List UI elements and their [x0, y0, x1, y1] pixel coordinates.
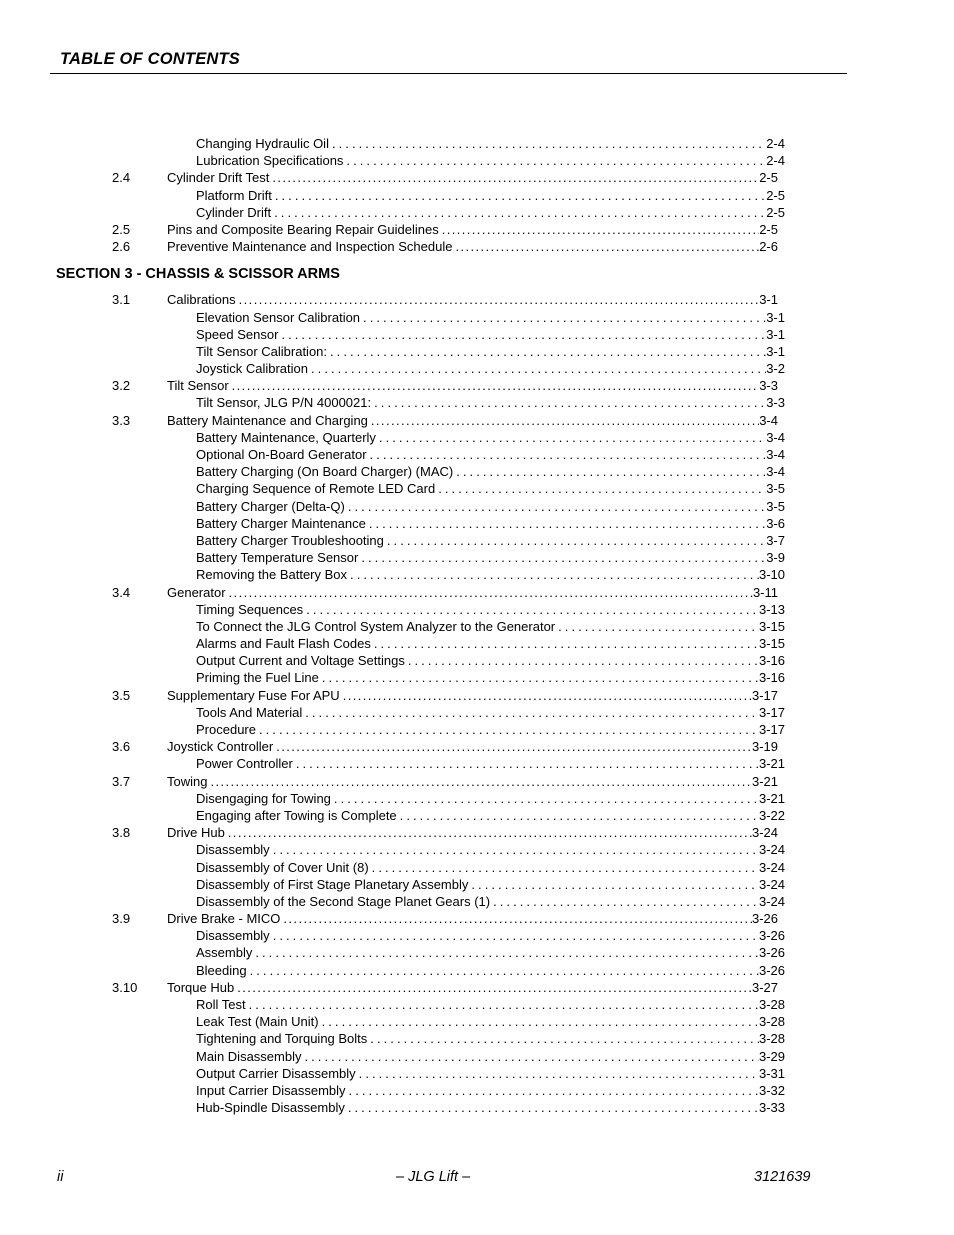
- toc-entry[interactable]: [0, 738, 954, 755]
- toc-entry-page: 3-6: [766, 515, 785, 531]
- toc-entry-page: 3-19: [751, 739, 778, 755]
- toc-entry-title: Removing the Battery Box: [196, 567, 348, 583]
- toc-entry-title: Disassembly of First Stage Planetary Assembly: [196, 876, 469, 892]
- toc-entry-body: [196, 566, 785, 583]
- dot-leader: [435, 480, 766, 497]
- toc-entry[interactable]: [0, 412, 954, 429]
- footer-publisher: – JLG Lift –: [396, 1169, 471, 1185]
- toc-entry[interactable]: [0, 773, 954, 790]
- dot-leader: [207, 773, 752, 790]
- toc-entry[interactable]: [0, 204, 954, 221]
- toc-entry-page: 3-11: [752, 584, 778, 600]
- toc-entry-body: [196, 704, 785, 721]
- dot-leader: [371, 635, 759, 652]
- toc-entry[interactable]: [0, 584, 954, 601]
- toc-entry-page: 3-28: [758, 997, 785, 1012]
- toc-entry-body: [196, 1099, 785, 1116]
- toc-entry-page: 3-15: [758, 618, 785, 634]
- dot-leader: [468, 876, 759, 893]
- toc-entry-body: [196, 1048, 785, 1065]
- toc-entry-title: Tightening and Torquing Bolts: [196, 1031, 368, 1047]
- toc-entry-title: Battery Temperature Sensor: [196, 550, 359, 566]
- dot-leader: [303, 601, 759, 618]
- toc-entry-body: [196, 876, 785, 893]
- toc-entry-body: [196, 326, 785, 343]
- toc-entry-body: [167, 773, 778, 790]
- toc-entry-page: 3-22: [758, 807, 785, 823]
- toc-entry-title: Battery Charging (On Board Charger) (MAC): [196, 464, 454, 480]
- toc-entry-page: 3-4: [766, 429, 785, 445]
- dot-leader: [270, 927, 759, 944]
- toc-entry[interactable]: [0, 669, 954, 686]
- toc-entry-title: Drive Brake - MICO: [167, 911, 281, 927]
- toc-entry-body: [196, 721, 785, 738]
- toc-entry-number: 3.1: [112, 292, 131, 308]
- toc-entry-page: 3-5: [766, 498, 785, 514]
- toc-entry[interactable]: [0, 463, 954, 480]
- table-of-contents: [0, 135, 954, 1116]
- toc-entry-body: [196, 187, 785, 204]
- toc-entry-body: [196, 841, 785, 858]
- toc-entry-body: [167, 910, 778, 927]
- toc-entry[interactable]: [0, 927, 954, 944]
- toc-entry-number: 3.6: [112, 739, 131, 755]
- toc-entry-page: 3-24: [758, 842, 785, 858]
- toc-entry[interactable]: [0, 893, 954, 910]
- toc-entry-page: 3-24: [751, 825, 778, 841]
- toc-entry-page: 3-4: [766, 464, 785, 480]
- dot-leader: [246, 996, 759, 1013]
- dot-leader: [252, 944, 759, 961]
- toc-entry-title: Assembly: [196, 945, 253, 961]
- toc-entry-number: 2.4: [112, 170, 131, 186]
- toc-entry-title: Platform Drift: [196, 187, 272, 203]
- dot-leader: [273, 738, 752, 755]
- toc-entry-title: Alarms and Fault Flash Codes: [196, 636, 371, 652]
- dot-leader: [271, 204, 766, 221]
- dot-leader: [366, 515, 766, 532]
- toc-entry-page: 3-31: [758, 1065, 785, 1081]
- toc-entry-title: Joystick Calibration: [196, 361, 308, 377]
- toc-entry-body: [167, 584, 778, 601]
- toc-entry-page: 3-3: [766, 395, 785, 411]
- toc-entry-page: 3-1: [759, 292, 778, 308]
- toc-entry[interactable]: [0, 326, 954, 343]
- toc-entry-page: 2-5: [766, 204, 785, 220]
- dot-leader: [327, 343, 766, 360]
- toc-entry-body: [196, 549, 785, 566]
- section-heading: [0, 255, 954, 291]
- toc-entry-page: 3-26: [758, 928, 785, 944]
- toc-entry-page: 3-16: [758, 653, 785, 669]
- dot-leader: [360, 309, 766, 326]
- toc-entry-title: Battery Maintenance and Charging: [167, 412, 368, 428]
- toc-entry-page: 3-2: [766, 361, 785, 377]
- toc-entry-body: [196, 1065, 785, 1082]
- toc-entry-body: [167, 412, 778, 429]
- toc-entry-page: 3-17: [751, 687, 778, 703]
- toc-entry-page: 3-24: [758, 876, 785, 892]
- toc-entry-body: [196, 944, 785, 961]
- toc-entry-body: [196, 204, 785, 221]
- toc-entry-title: Disassembly of Cover Unit (8): [196, 859, 369, 875]
- toc-entry-body: [196, 1030, 785, 1047]
- toc-entry-page: 3-7: [766, 532, 785, 548]
- dot-leader: [229, 377, 760, 394]
- toc-entry-title: Tools And Material: [196, 704, 303, 720]
- toc-entry[interactable]: [0, 962, 954, 979]
- dot-leader: [272, 187, 766, 204]
- toc-entry-body: [167, 377, 778, 394]
- toc-entry-page: 3-1: [766, 309, 785, 325]
- footer-page-number: ii: [57, 1169, 64, 1185]
- toc-entry-body: [196, 652, 785, 669]
- toc-entry[interactable]: [0, 807, 954, 824]
- toc-entry[interactable]: [0, 790, 954, 807]
- toc-entry[interactable]: [0, 480, 954, 497]
- toc-entry-body: [167, 687, 778, 704]
- toc-entry-title: Bleeding: [196, 962, 247, 978]
- toc-entry[interactable]: [0, 394, 954, 411]
- toc-entry-title: Disassembly: [196, 928, 270, 944]
- dot-leader: [269, 169, 759, 186]
- toc-entry-title: Input Carrier Disassembly: [196, 1082, 346, 1098]
- dot-leader: [555, 618, 759, 635]
- dot-leader: [345, 498, 766, 515]
- dot-leader: [405, 652, 759, 669]
- toc-entry-title: Supplementary Fuse For APU: [167, 687, 340, 703]
- toc-entry-title: Disassembly of the Second Stage Planet Gears (1): [196, 893, 491, 909]
- toc-entry-title: Output Current and Voltage Settings: [196, 653, 405, 669]
- toc-entry-title: Priming the Fuel Line: [196, 670, 319, 686]
- toc-entry-body: [196, 962, 785, 979]
- toc-entry-body: [196, 135, 785, 152]
- toc-entry-title: Hub-Spindle Disassembly: [196, 1100, 345, 1116]
- toc-entry-body: [196, 515, 785, 532]
- toc-entry-number: 3.2: [112, 378, 131, 394]
- toc-entry-page: 2-4: [766, 136, 785, 151]
- toc-group-section-2: [0, 135, 954, 255]
- toc-entry-title: Lubrication Specifications: [196, 153, 344, 169]
- toc-entry-title: Drive Hub: [167, 825, 225, 841]
- toc-entry-page: 3-21: [758, 790, 785, 806]
- toc-entry-body: [196, 755, 785, 772]
- toc-entry-body: [196, 669, 785, 686]
- toc-entry-title: Battery Maintenance, Quarterly: [196, 429, 376, 445]
- toc-entry-page: 2-4: [766, 153, 785, 169]
- dot-leader: [345, 1099, 759, 1116]
- toc-entry[interactable]: [0, 498, 954, 515]
- toc-entry-title: Battery Charger Maintenance: [196, 515, 366, 531]
- toc-entry-number: 2.6: [112, 239, 131, 255]
- dot-leader: [234, 979, 752, 996]
- toc-entry-body: [196, 635, 785, 652]
- toc-entry[interactable]: [0, 1099, 954, 1116]
- toc-entry[interactable]: [0, 824, 954, 841]
- toc-entry-page: 3-15: [758, 636, 785, 652]
- dot-leader: [347, 566, 759, 583]
- dot-leader: [225, 824, 752, 841]
- toc-entry-number: 3.8: [112, 825, 131, 841]
- toc-entry[interactable]: [0, 238, 954, 255]
- toc-entry-body: [196, 394, 785, 411]
- toc-entry-page: 3-10: [758, 567, 785, 583]
- toc-entry[interactable]: [0, 618, 954, 635]
- dot-leader: [371, 394, 766, 411]
- toc-entry-page: 3-32: [758, 1082, 785, 1098]
- toc-entry[interactable]: [0, 704, 954, 721]
- toc-entry[interactable]: [0, 996, 954, 1013]
- toc-entry[interactable]: [0, 221, 954, 238]
- toc-entry[interactable]: [0, 291, 954, 308]
- toc-entry[interactable]: [0, 1065, 954, 1082]
- toc-entry-page: 3-26: [758, 945, 785, 961]
- toc-entry-body: [167, 824, 778, 841]
- toc-entry-number: 3.5: [112, 687, 131, 703]
- toc-entry-body: [196, 1013, 785, 1030]
- toc-entry[interactable]: [0, 601, 954, 618]
- toc-entry-page: 3-29: [758, 1048, 785, 1064]
- toc-entry-body: [196, 996, 785, 1013]
- header-divider: [50, 73, 847, 74]
- toc-entry-title: Power Controller: [196, 756, 293, 772]
- toc-entry-page: 3-21: [751, 773, 778, 789]
- toc-entry-number: 3.7: [112, 773, 131, 789]
- toc-group-section-3: [0, 291, 954, 1116]
- toc-entry-page: 3-24: [758, 893, 785, 909]
- toc-entry-body: [196, 1082, 785, 1099]
- dot-leader: [356, 1065, 759, 1082]
- toc-entry-page: 3-17: [758, 704, 785, 720]
- dot-leader: [280, 910, 752, 927]
- toc-entry-title: To Connect the JLG Control System Analyzer to the Generator: [196, 618, 556, 634]
- toc-entry-title: Torque Hub: [167, 979, 235, 995]
- toc-entry-body: [196, 498, 785, 515]
- page-header-title: TABLE OF CONTENTS: [60, 50, 241, 68]
- toc-entry-page: 3-5: [766, 481, 785, 497]
- toc-entry-body: [196, 360, 785, 377]
- toc-entry-body: [196, 893, 785, 910]
- toc-entry[interactable]: [0, 1082, 954, 1099]
- dot-leader: [397, 807, 759, 824]
- toc-entry-number: 3.10: [112, 979, 138, 995]
- toc-entry[interactable]: [0, 515, 954, 532]
- toc-entry-body: [167, 221, 778, 238]
- toc-entry[interactable]: [0, 755, 954, 772]
- toc-entry[interactable]: [0, 944, 954, 961]
- dot-leader: [278, 326, 766, 343]
- toc-entry-body: [196, 152, 785, 169]
- toc-entry[interactable]: [0, 152, 954, 169]
- dot-leader: [226, 584, 753, 601]
- toc-entry-title: Procedure: [196, 722, 256, 737]
- dot-leader: [369, 859, 759, 876]
- toc-entry-number: 3.4: [112, 584, 131, 600]
- toc-entry[interactable]: [0, 859, 954, 876]
- toc-entry-body: [167, 738, 778, 755]
- toc-entry[interactable]: [0, 876, 954, 893]
- toc-entry-title: Tilt Sensor, JLG P/N 4000021:: [196, 395, 372, 411]
- dot-leader: [346, 1082, 759, 1099]
- toc-entry-body: [167, 291, 778, 308]
- toc-entry[interactable]: [0, 309, 954, 326]
- toc-entry-title: Generator: [167, 584, 226, 600]
- toc-entry-page: 3-21: [758, 756, 785, 772]
- dot-leader: [308, 360, 766, 377]
- dot-leader: [319, 669, 759, 686]
- toc-entry-page: 3-33: [758, 1100, 785, 1116]
- toc-entry[interactable]: [0, 721, 954, 738]
- toc-entry-page: 3-13: [758, 601, 785, 617]
- toc-entry-title: Cylinder Drift: [196, 204, 272, 220]
- dot-leader: [236, 291, 760, 308]
- toc-entry-title: Preventive Maintenance and Inspection Schedule: [167, 239, 453, 255]
- toc-entry-title: Speed Sensor: [196, 326, 279, 342]
- toc-entry-title: Timing Sequences: [196, 601, 304, 617]
- toc-entry-title: Optional On-Board Generator: [196, 447, 367, 462]
- toc-entry-body: [196, 480, 785, 497]
- dot-leader: [319, 1013, 759, 1030]
- toc-entry-page: 3-26: [758, 962, 785, 978]
- dot-leader: [358, 549, 766, 566]
- toc-entry-body: [196, 446, 785, 463]
- toc-entry-page: 3-28: [758, 1014, 785, 1030]
- toc-entry[interactable]: [0, 687, 954, 704]
- toc-entry[interactable]: [0, 360, 954, 377]
- dot-leader: [340, 687, 752, 704]
- toc-entry-title: Elevation Sensor Calibration: [196, 309, 361, 325]
- toc-entry-body: [196, 927, 785, 944]
- toc-entry-title: Towing: [167, 773, 208, 789]
- toc-entry[interactable]: [0, 635, 954, 652]
- dot-leader: [367, 446, 767, 463]
- dot-leader: [301, 1048, 758, 1065]
- dot-leader: [293, 755, 759, 772]
- toc-entry-title: Battery Charger Troubleshooting: [196, 532, 384, 548]
- toc-entry-body: [196, 601, 785, 618]
- toc-entry[interactable]: [0, 1013, 954, 1030]
- toc-entry-page: 3-28: [758, 1031, 785, 1047]
- toc-entry[interactable]: [0, 910, 954, 927]
- toc-entry-body: [196, 807, 785, 824]
- toc-entry-page: 3-4: [766, 447, 785, 462]
- toc-entry-page: 3-26: [751, 911, 778, 927]
- toc-entry-page: 3-17: [758, 722, 785, 737]
- toc-entry-body: [167, 979, 778, 996]
- dot-leader: [256, 721, 759, 738]
- dot-leader: [329, 135, 766, 152]
- toc-entry-body: [196, 309, 785, 326]
- page-footer: [0, 1169, 954, 1187]
- toc-entry-body: [196, 429, 785, 446]
- toc-entry-page: 3-16: [758, 670, 785, 686]
- toc-entry[interactable]: [0, 1030, 954, 1047]
- toc-entry[interactable]: [0, 566, 954, 583]
- toc-entry-page: 3-1: [766, 343, 785, 359]
- dot-leader: [490, 893, 759, 910]
- toc-entry[interactable]: [0, 652, 954, 669]
- toc-entry-page: 3-3: [759, 378, 778, 394]
- dot-leader: [302, 704, 759, 721]
- toc-entry-number: 2.5: [112, 221, 131, 237]
- dot-leader: [331, 790, 759, 807]
- toc-entry-title: Tilt Sensor: [167, 378, 229, 394]
- toc-entry-page: 3-24: [758, 859, 785, 875]
- dot-leader: [439, 221, 759, 238]
- dot-leader: [343, 152, 766, 169]
- toc-entry-title: Disengaging for Towing: [196, 790, 331, 806]
- dot-leader: [452, 238, 759, 255]
- dot-leader: [247, 962, 759, 979]
- toc-entry-body: [167, 238, 778, 255]
- toc-entry-title: Tilt Sensor Calibration:: [196, 343, 328, 359]
- toc-entry-page: 2-5: [759, 170, 778, 186]
- toc-entry-title: Cylinder Drift Test: [167, 170, 270, 186]
- toc-entry[interactable]: [0, 979, 954, 996]
- toc-entry[interactable]: [0, 841, 954, 858]
- dot-leader: [270, 841, 759, 858]
- toc-entry-number: 3.3: [112, 412, 131, 428]
- toc-entry-body: [196, 463, 785, 480]
- toc-entry[interactable]: [0, 135, 954, 152]
- toc-entry[interactable]: [0, 377, 954, 394]
- toc-entry-page: 2-5: [766, 187, 785, 203]
- dot-leader: [376, 429, 766, 446]
- footer-document-number: 3121639: [754, 1169, 811, 1185]
- toc-entry-page: 3-9: [766, 550, 785, 566]
- toc-entry-title: Changing Hydraulic Oil: [196, 136, 329, 151]
- toc-entry-page: 3-1: [766, 326, 785, 342]
- dot-leader: [368, 412, 759, 429]
- toc-entry[interactable]: [0, 549, 954, 566]
- toc-entry-title: Main Disassembly: [196, 1048, 302, 1064]
- toc-entry-title: Output Carrier Disassembly: [196, 1065, 356, 1081]
- toc-entry-title: Battery Charger (Delta-Q): [196, 498, 345, 514]
- toc-entry-title: Calibrations: [167, 292, 236, 308]
- toc-entry-title: Engaging after Towing is Complete: [196, 807, 397, 823]
- toc-entry-body: [196, 343, 785, 360]
- toc-entry[interactable]: [0, 169, 954, 186]
- toc-entry-body: [196, 859, 785, 876]
- dot-leader: [384, 532, 766, 549]
- toc-entry-body: [196, 790, 785, 807]
- toc-entry-title: Leak Test (Main Unit): [196, 1014, 319, 1030]
- dot-leader: [367, 1030, 759, 1047]
- toc-entry-page: 2-6: [759, 239, 778, 255]
- toc-entry[interactable]: [0, 446, 954, 463]
- toc-entry-number: 3.9: [112, 911, 131, 927]
- toc-entry-body: [196, 618, 785, 635]
- toc-entry-page: 3-27: [751, 979, 778, 995]
- toc-entry[interactable]: [0, 532, 954, 549]
- toc-entry-title: Disassembly: [196, 842, 270, 858]
- toc-entry-page: 2-5: [759, 221, 778, 237]
- toc-entry-title: Roll Test: [196, 997, 246, 1012]
- toc-entry[interactable]: [0, 187, 954, 204]
- toc-entry-title: Joystick Controller: [167, 739, 274, 755]
- dot-leader: [453, 463, 766, 480]
- toc-entry[interactable]: [0, 429, 954, 446]
- toc-entry[interactable]: [0, 343, 954, 360]
- toc-entry-title: Charging Sequence of Remote LED Card: [196, 481, 436, 497]
- toc-entry[interactable]: [0, 1048, 954, 1065]
- toc-entry-page: 3-4: [759, 412, 778, 428]
- toc-entry-title: Pins and Composite Bearing Repair Guidelines: [167, 221, 439, 237]
- section-heading-text: SECTION 3 - CHASSIS & SCISSOR ARMS: [56, 266, 340, 283]
- toc-entry-body: [196, 532, 785, 549]
- toc-entry-body: [167, 169, 778, 186]
